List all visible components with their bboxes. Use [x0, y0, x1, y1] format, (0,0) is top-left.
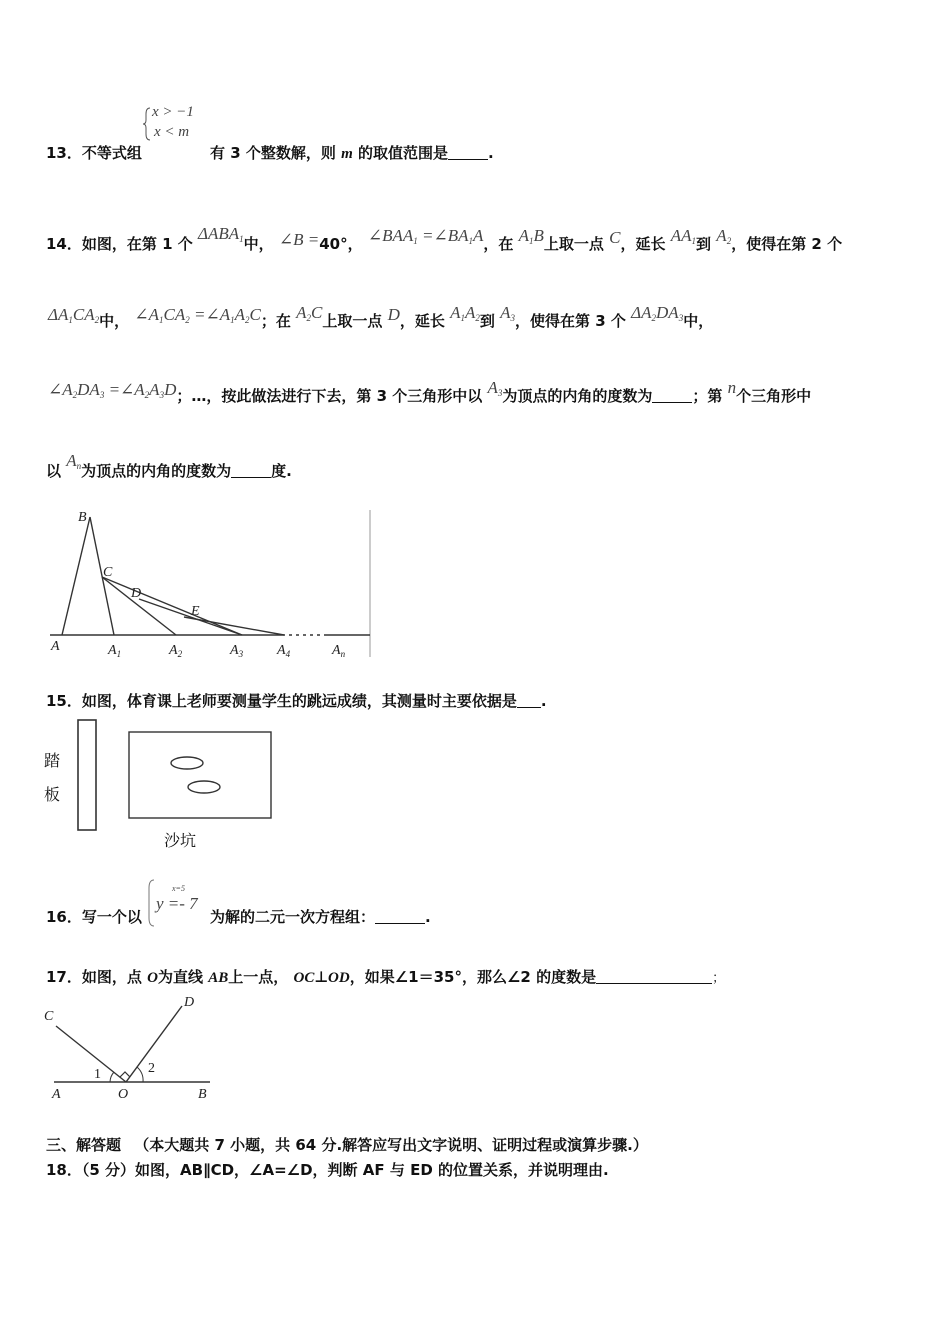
label-b: B — [198, 1087, 207, 1102]
q16-line-right — [210, 906, 431, 927]
q16-system — [146, 878, 206, 928]
q17-answer-blank[interactable] — [596, 969, 712, 984]
q14-answer-blank-2[interactable] — [231, 463, 271, 478]
q14-deg40: 40°， — [319, 235, 363, 253]
q15-board-label-1: 踏 — [44, 751, 61, 770]
q16-sys-bottom: y =- 7 — [156, 894, 198, 913]
q14-answer-blank-1[interactable] — [652, 388, 692, 403]
q17-number: 17． — [46, 968, 82, 986]
q15-end: . — [540, 692, 547, 710]
q14-l1-t5: ，延长 — [620, 235, 666, 253]
q17-t4: ，如果∠1＝35°，那么∠2 的度数是 — [349, 968, 597, 986]
q14-l1-t4: 上取一点 — [543, 235, 604, 253]
q14-eq1: $\angle BAA_1$ $=\angle BA_1A$ — [367, 226, 484, 246]
q14-l1-t7: ，使得在第 2 个 — [731, 235, 843, 253]
q14-point-c: C — [609, 228, 621, 247]
label-a1: $A_1$ — [108, 643, 122, 659]
label-a: A — [51, 639, 60, 654]
label-d: D — [184, 995, 195, 1010]
section3-header — [46, 1134, 648, 1155]
q15-figure — [76, 718, 276, 834]
ray-oc — [56, 1026, 126, 1082]
q14-l2-t3: 上取一点 — [322, 312, 383, 330]
q15-answer-blank[interactable] — [517, 693, 541, 708]
q16-line-left — [46, 906, 142, 927]
q14-l1-t1: 如图，在第 1 个 — [81, 235, 193, 253]
q14-seg-a1a2: $A_1A_2$ — [450, 303, 480, 323]
q14-l4-t3: 度. — [271, 462, 292, 480]
q13-var-m: m — [341, 146, 353, 162]
label-angle2: 2 — [148, 1061, 155, 1076]
q14-line3 — [48, 378, 812, 406]
q14-l2-t2: ；在 — [260, 312, 291, 330]
label-c: C — [44, 1009, 54, 1024]
q13-end: . — [488, 144, 494, 162]
q16-suffix: 为解的二元一次方程组： — [210, 908, 376, 926]
q15-pit-label: 沙坑 — [164, 831, 197, 850]
q14-l3-t1: ；…，按此做法进行下去，第 3 个三角形中以 — [176, 387, 483, 405]
q14-seg-aa1: $AA_1$ — [670, 226, 697, 246]
sand-pit — [129, 732, 271, 818]
label-a2: $A_2$ — [169, 643, 183, 659]
q13-suffix-a: 有 3 个整数解，则 — [210, 144, 336, 162]
q14-l3-t4: 个三角形中 — [736, 387, 812, 405]
q14-l3-point-a3: $A_3$ — [487, 378, 503, 398]
q14-tri2: $\Delta A_1CA_2$ — [48, 305, 100, 325]
q17-t3: 上一点， — [228, 968, 289, 986]
q13-line-right — [210, 142, 494, 163]
label-o: O — [118, 1087, 129, 1102]
q15-text: 如图，体育课上老师要测量学生的跳远成绩，其测量时主要依据是 — [81, 692, 517, 710]
q17-ray-oc: OC — [293, 970, 315, 986]
q14-line2 — [48, 303, 714, 331]
segment-ab — [62, 517, 90, 635]
takeoff-board — [78, 720, 96, 830]
q13-inequality-system — [142, 104, 212, 144]
q14-l3-t3: ；第 — [692, 387, 723, 405]
q17-t2: 为直线 — [157, 968, 203, 986]
q14-tri3: $\Delta A_2DA_3$ — [631, 303, 684, 323]
right-angle-mark — [120, 1072, 130, 1077]
q14-l1-t6: 到 — [696, 235, 712, 253]
q17-line — [46, 966, 725, 987]
label-e: E — [191, 604, 200, 619]
q15-number: 15． — [46, 692, 82, 710]
segment-ca3-ext — [102, 577, 242, 635]
q13-suffix-b: 的取值范围是 — [358, 144, 449, 162]
q16-number: 16． — [46, 908, 82, 926]
q17-ray-od: OD — [328, 970, 350, 986]
q14-number: 14． — [46, 235, 82, 253]
q17-perp: ⊥ — [314, 968, 329, 986]
label-c: C — [103, 565, 113, 580]
angle1-arc — [110, 1072, 114, 1082]
q15-line — [46, 690, 547, 711]
q16-sys-top: x=5 — [172, 884, 185, 893]
label-a4: $A_4$ — [277, 643, 291, 659]
q14-angle-b: ∠B = — [278, 230, 320, 249]
section3-note: （本大题共 7 小题，共 64 分.解答应写出文字说明、证明过程或演算步骤.） — [134, 1136, 648, 1154]
q14-var-n: n — [727, 378, 737, 397]
q14-line4 — [46, 451, 292, 481]
q14-point-a2: $A_2$ — [716, 226, 732, 246]
q13-answer-blank[interactable] — [448, 145, 488, 160]
section3-title: 三、解答题 — [46, 1136, 122, 1154]
label-an: $A_n$ — [332, 643, 346, 659]
q14-l1-t3: ，在 — [483, 235, 514, 253]
q18-line — [46, 1159, 609, 1180]
q14-l2-t6: ，使得在第 3 个 — [515, 312, 626, 330]
label-b: B — [78, 510, 87, 525]
q14-eq3: $\angle A_2DA_3$ $=\angle A_2A_3D$ — [48, 380, 177, 400]
q14-l1-t2: 中， — [243, 235, 274, 253]
q14-point-d: D — [387, 305, 400, 324]
q14-l4-t2: 为顶点的内角的度数为 — [81, 462, 232, 480]
q14-tri1: $\Delta ABA_1$ — [198, 224, 244, 244]
q17-figure — [40, 994, 220, 1106]
q14-l2-t7: 中， — [683, 312, 714, 330]
q16-answer-blank[interactable] — [375, 909, 425, 924]
q17-end: ； — [712, 971, 726, 986]
q14-l4-t1: 以 — [46, 462, 62, 480]
q14-l2-t1: 中， — [99, 312, 130, 330]
q13-line — [46, 142, 142, 163]
q16-prefix: 写一个以 — [81, 908, 142, 926]
q14-point-a3: $A_3$ — [500, 303, 516, 323]
q14-point-an: $A_n$ — [66, 451, 82, 471]
q17-line-ab: AB — [208, 970, 229, 986]
q13-ineq1: x > −1 — [152, 104, 194, 120]
q17-t1: 如图，点 — [81, 968, 142, 986]
label-d: D — [131, 586, 142, 601]
brace-icon — [146, 878, 156, 928]
q14-seg-a1b: $A_1B$ — [518, 226, 544, 246]
q18-number: 18． — [46, 1161, 82, 1179]
q13-ineq2: x < m — [154, 124, 190, 140]
q14-eq2: $\angle A_1CA_2$ $=\angle A_1A_2C$ — [134, 305, 261, 325]
q18-text: （5 分）如图，AB∥CD，∠A=∠D，判断 AF 与 ED 的位置关系，并说明理由. — [81, 1161, 609, 1179]
q14-figure — [44, 505, 374, 665]
q14-l3-t2: 为顶点的内角的度数为 — [502, 387, 653, 405]
q14-line1 — [46, 224, 843, 254]
q16-end: . — [425, 908, 431, 926]
q14-seg-a2c: $A_2C$ — [296, 303, 323, 323]
label-angle1: 1 — [94, 1067, 101, 1082]
label-a: A — [52, 1087, 61, 1102]
q13-number: 13． — [46, 144, 82, 162]
angle2-arc — [137, 1067, 143, 1082]
q14-l2-t5: 到 — [479, 312, 495, 330]
label-a3: $A_3$ — [230, 643, 244, 659]
q17-point-o: O — [147, 970, 158, 986]
q14-l2-t4: ，延长 — [399, 312, 445, 330]
q15-board-label-2: 板 — [44, 785, 61, 804]
q13-prefix: 不等式组 — [81, 144, 142, 162]
